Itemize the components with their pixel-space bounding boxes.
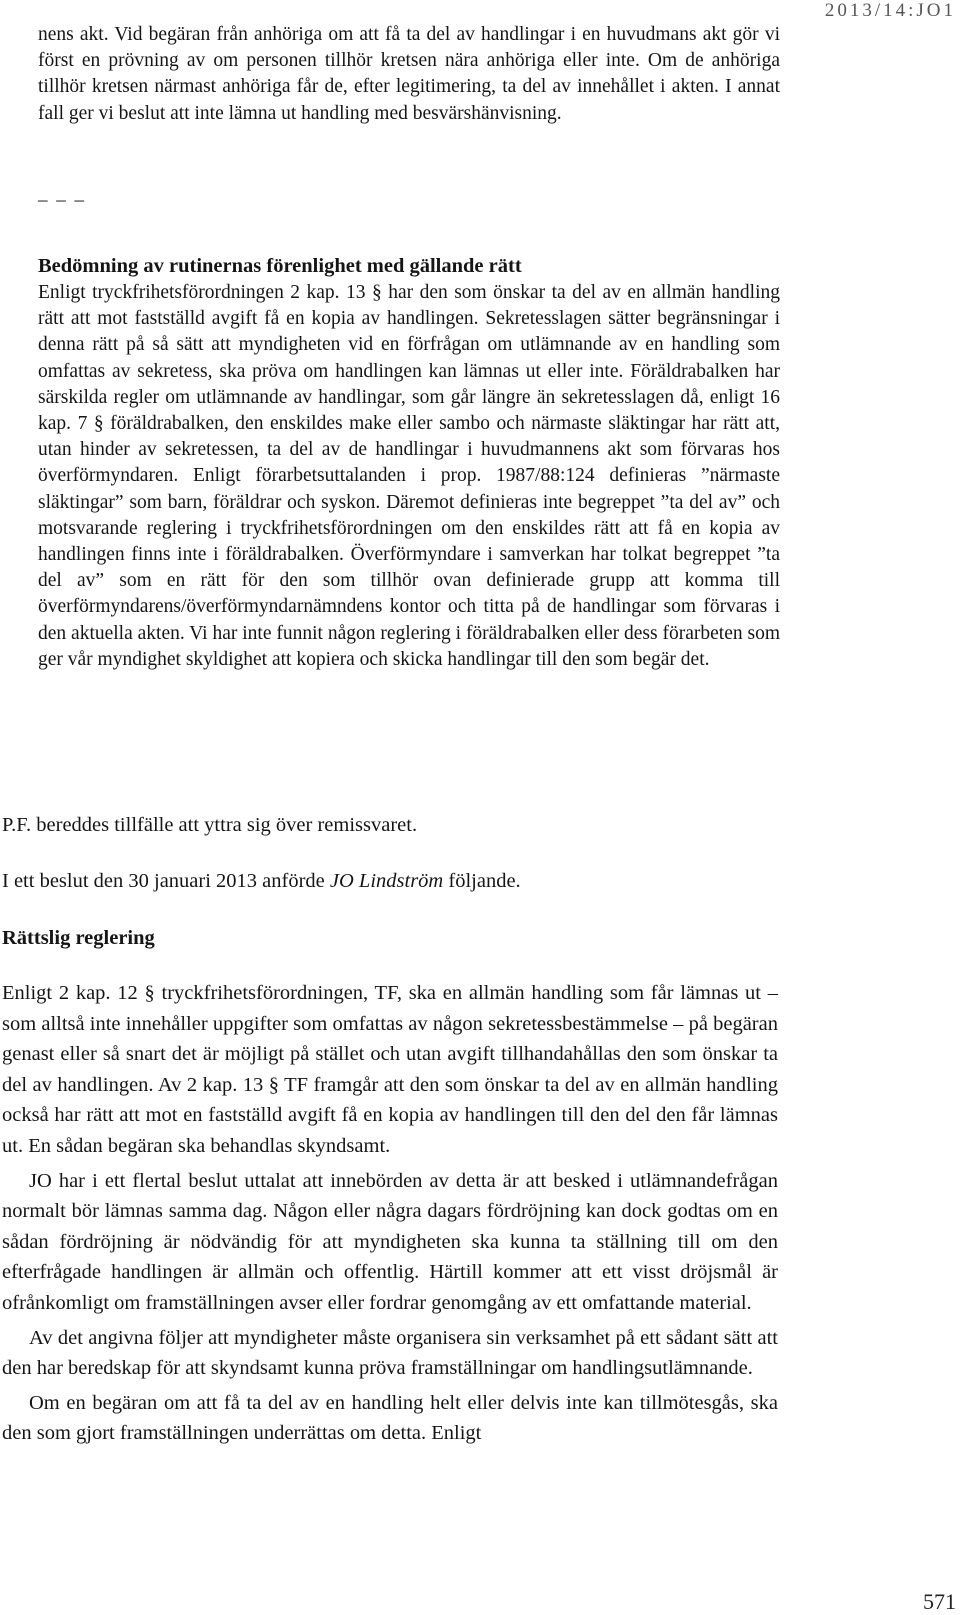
page-number: 571	[923, 1589, 956, 1614]
decision-text-before: I ett beslut den 30 januari 2013 anförde	[2, 870, 330, 892]
document-reference: 2013/14:JO1	[824, 0, 956, 21]
decision-text-after: följande.	[443, 870, 521, 892]
pf-paragraph: P.F. bereddes tillfälle att yttra sig över remissvaret.	[2, 814, 418, 836]
quoted-text-1: nens akt. Vid begäran från anhöriga om att få ta del av handlingar i en huvudmans akt gör vi först en prövning av om personen tillhör kretsen nära anhöriga eller inte. Om de anhöriga tillhör kretsen närmast anhöriga får de, efter legitimering, ta del av innehållet i akten. I annat fall ger vi beslut att inte lämna ut handling med besvärshänvisning.	[38, 24, 780, 124]
quoted-paragraph-2	[38, 280, 780, 673]
body-paragraph-3: Av det angivna följer att myndigheter måste organisera sin verksamhet på ett sådant sätt att den har beredskap för att skyndsamt kunna pröva framställningar om handlingsutlämnande.	[2, 1326, 778, 1380]
section-separator: _ _ _	[38, 183, 86, 204]
quoted-paragraph-1	[38, 22, 780, 127]
body-paragraph-4: Om en begäran om att få ta del av en handling helt eller delvis inte kan tillmötesgås, ska den som gjort framställningen underrättas om detta. Enligt	[2, 1391, 778, 1445]
decision-paragraph	[2, 866, 778, 897]
jo-name: JO Lindström	[329, 870, 444, 892]
body-paragraph-1: Enligt 2 kap. 12 § tryckfrihetsförordningen, TF, ska en allmän handling som får lämnas ut – som alltså inte innehåller uppgifter som omfattas av någon sekretessbestämmelse – på begäran genast eller så snart det är möjligt på stället och utan avgift tillhandahållas den som önskar ta del av handlingen. Av 2 kap. 13 § TF framgår att den som önskar ta del av en allmän handling också har rätt att mot en fastställd avgift få en kopia av handlingen till den del den får lämnas ut. En sådan begäran ska behandlas skyndsamt.	[2, 982, 778, 1157]
section-heading: Rättslig reglering	[2, 927, 155, 949]
quoted-text-2: Enligt tryckfrihetsförordningen 2 kap. 13 § har den som önskar ta del av en allmän handling rätt att mot fastställd avgift få en kopia av handlingen. Sekretesslagen sätter begränsningar i denna rätt på så sätt att myndigheten vid en förfrågan om utlämnande av en handling som omfattas av sekretess, ska pröva om handlingen kan lämnas ut eller inte. Föräldrabalken har särskilda regler om utlämnande av handlingar, som går längre än sekretesslagen då, enligt 16 kap. 7 § föräldrabalken, den enskildes make eller sambo och närmaste släktingar har rätt att, utan hinder av sekretessen, ta del av de handlingar i huvudmannens akt som förvaras hos överförmyndaren. Enligt förarbetsuttalanden i prop. 1987/88:124 definieras ”närmaste släktingar” som barn, föräldrar och syskon. Däremot definieras inte begreppet ”ta del av” och motsvarande reglering i tryckfrihetsförordningen om den enskildes rätt att få en kopia av handlingen finns inte i föräldrabalken. Överförmyndare i samverkan har tolkat begreppet ”ta del av” som en rätt för den som tillhör ovan definierade grupp att komma till överförmyndarens/överförmyndarnämndens kontor och titta på de handlingar som förvaras i den aktuella akten. Vi har inte funnit någon reglering i föräldrabalken eller dess förarbeten som ger vår myndighet skyldighet att kopiera och skicka handlingar till den som begär det.	[38, 282, 780, 670]
body-paragraph-2: JO har i ett flertal beslut uttalat att innebörden av detta är att besked i utlämnandefrågan normalt bör lämnas samma dag. Någon eller några dagars fördröjning kan dock godtas om en sådan fördröjning är nödvändig för att myndigheten ska kunna ta ställning till om den efterfrågade handlingen är allmän och offentlig. Härtill kommer att ett visst dröjsmål är ofrånkomligt om framställningen avser eller fordrar genomgång av ett omfattande material.	[2, 1169, 778, 1314]
quoted-heading: Bedömning av rutinernas förenlighet med gällande rätt	[38, 255, 522, 277]
body-section	[2, 978, 778, 1453]
